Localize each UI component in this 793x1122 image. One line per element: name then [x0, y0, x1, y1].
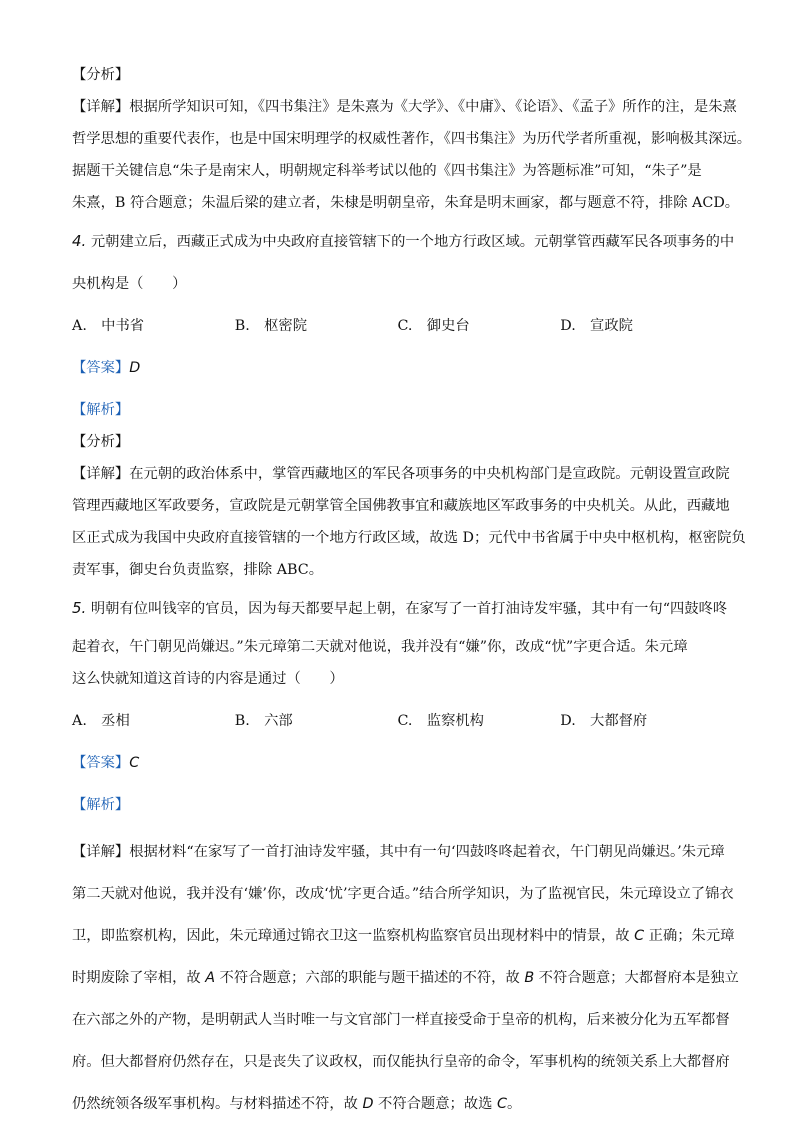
question-4-options [72, 315, 723, 337]
answer-row-4 [72, 357, 723, 379]
question-5-options [72, 710, 723, 732]
detail-text: 时期废除了宰相，故 [72, 970, 206, 986]
detail-text: 卫，即监察机构，因此，朱元璋通过锦衣卫这一监察机构监察官员出现材料中的情景，故 [72, 928, 635, 944]
choice-letter: D [362, 1096, 374, 1112]
option-b: B. 枢密院 [234, 318, 307, 334]
choice-letter: C [634, 928, 645, 944]
detail-text: 根据材料“在家写了一首打油诗发牢骚，其中有一句‘四鼓咚咚起着衣，午门朝见尚嫌迟。’朱元璋 [129, 844, 725, 860]
detail-text: 正确；朱元璋 [644, 928, 735, 944]
detail-tag: 【详解】 [72, 466, 130, 482]
choice-letter: C [496, 1096, 507, 1112]
option-b: B. 六部 [234, 713, 293, 729]
detail-paragraph-5 [72, 836, 723, 868]
question-text: 央机构是（ ） [72, 276, 187, 292]
option-d: D. 宣政院 [560, 318, 633, 334]
option-c: C. 监察机构 [397, 713, 484, 729]
explain-tag-4: 【解析】 [72, 402, 130, 418]
detail-paragraph-4 [72, 463, 730, 485]
detail-line-7 [72, 1088, 723, 1120]
choice-letter: A [205, 970, 215, 986]
detail-tag-1: 【详解】 [72, 99, 130, 115]
detail-text: 不符合题意；大都督府本是独立 [534, 970, 739, 986]
option-d: D. 大都督府 [560, 713, 648, 729]
detail-text: 据题干关键信息“朱子是南宋人，明朝规定科举考试以他的《四书集注》为答题标准”可知，“朱子”是 [72, 163, 702, 179]
detail-line-3 [72, 920, 735, 952]
detail-text: 第二天就对他说，我并没有‘嫌’你，改成‘忧’字更合适。”结合所学知识，为了监视官民，朱元璋设立了锦衣 [72, 886, 734, 902]
explain-tag-5: 【解析】 [72, 797, 130, 813]
detail-line-4 [72, 962, 739, 994]
option-a: A. 中书省 [72, 318, 145, 334]
detail-text: 哲学思想的重要代表作，也是中国宋明理学的权威性著作，《四书集注》为历代学者所重视，影响极其深远。 [72, 131, 752, 147]
option-a: A. 丞相 [72, 713, 130, 729]
question-text: 起着衣，午门朝见尚嫌迟。”朱元璋第二天就对他说，我并没有“嫌”你，改成“忧”字更合适。朱元璋 [72, 639, 688, 655]
detail-text: 不符合题意；故选 [373, 1096, 497, 1112]
question-number: 5. [72, 599, 87, 617]
answer-value: D [129, 360, 141, 376]
question-number: 4. [72, 232, 87, 250]
analysis-tag-1: 【分析】 [72, 67, 130, 83]
detail-paragraph-1 [72, 96, 737, 118]
detail-tag: 【详解】 [72, 844, 130, 860]
option-c: C. 御史台 [397, 318, 470, 334]
detail-text: 府。但大都督府仍然存在，只是丧失了议政权，而仅能执行皇帝的命令，军事机构的统领关系上大都督府 [72, 1054, 730, 1070]
answer-tag: 【答案】 [72, 755, 130, 771]
detail-text: 管理西藏地区军政要务，宣政院是元朝掌管全国佛教事宜和藏族地区军政事务的中央机关。从此，西藏地 [72, 498, 730, 514]
question-4-stem [72, 230, 735, 253]
detail-text: 朱熹，B 符合题意；朱温后梁的建立者，朱棣是明朝皇帝，朱耷是明末画家，都与题意不符，排除 ACD。 [72, 195, 740, 211]
detail-text: 仍然统领各级军事机构。与材料描述不符，故 [72, 1096, 363, 1112]
detail-text: 责军事，御史台负责监察，排除 ABC。 [72, 562, 324, 578]
question-text: 这么快就知道这首诗的内容是通过（ ） [72, 671, 344, 687]
question-text: 元朝建立后，西藏正式成为中央政府直接管辖下的一个地方行政区域。元朝掌管西藏军民各项事务的中 [90, 234, 735, 250]
detail-text: 区正式成为我国中央政府直接管辖的一个地方行政区域，故选 D；元代中书省属于中央中枢机构，枢密院负 [72, 530, 746, 546]
detail-text: 在元朝的政治体系中，掌管西藏地区的军民各项事务的中央机构部门是宣政院。元朝设置宣政院 [129, 466, 730, 482]
detail-text: 。 [506, 1096, 522, 1112]
answer-row-5 [72, 752, 723, 774]
question-text: 明朝有位叫钱宰的官员，因为每天都要早起上朝，在家写了一首打油诗发牢骚，其中有一句“四鼓咚咚 [90, 601, 728, 617]
question-5-stem [72, 597, 728, 620]
detail-text: 根据所学知识可知，《四书集注》是朱熹为《大学》、《中庸》、《论语》、《孟子》所作的注，是朱熹 [129, 99, 737, 115]
detail-text: 在六部之外的产物，是明朝武人当时唯一与文官部门一样直接受命于皇帝的机构，后来被分化为五军都督 [72, 1012, 730, 1028]
choice-letter: B [524, 970, 535, 986]
detail-text: 不符合题意；六部的职能与题干描述的不符，故 [215, 970, 525, 986]
answer-tag: 【答案】 [72, 360, 130, 376]
analysis-tag-4: 【分析】 [72, 434, 130, 450]
answer-value: C [129, 755, 140, 771]
